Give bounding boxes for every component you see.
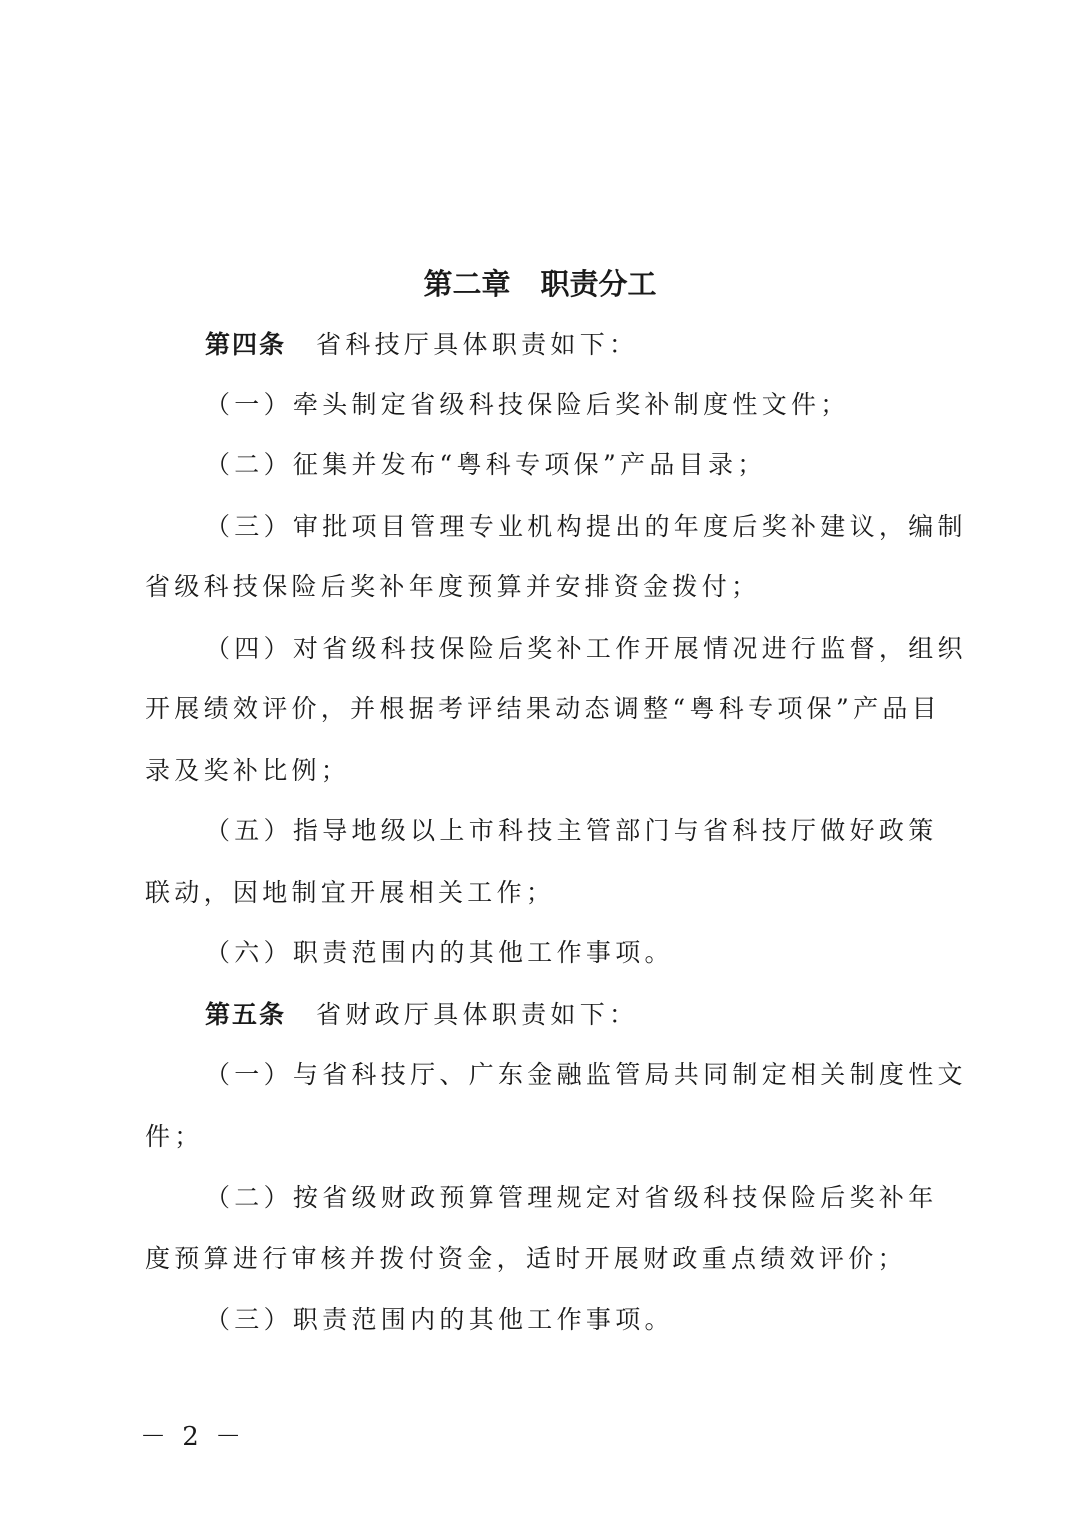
article-4-item-5-cont: 联动，因地制宜开展相关工作； xyxy=(145,878,556,907)
article-4-item-3-cont: 省级科技保险后奖补年度预算并安排资金拨付； xyxy=(145,572,761,601)
article-5-label: 第五条 xyxy=(205,1000,287,1029)
article-4-item-6: （六）职责范围内的其他工作事项。 xyxy=(205,938,674,967)
article-4-item-1: （一）牵头制定省级科技保险后奖补制度性文件； xyxy=(205,390,850,419)
chapter-name: 职责分工 xyxy=(540,267,657,301)
chapter-number: 第二章 xyxy=(423,267,511,301)
article-4-intro: 省科技厅具体职责如下： xyxy=(316,330,639,359)
article-4-item-2: （二）征集并发布“粤科专项保”产品目录； xyxy=(205,450,767,479)
article-5-heading xyxy=(205,997,945,1033)
article-4-item-5: （五）指导地级以上市科技主管部门与省科技厅做好政策 xyxy=(205,816,938,845)
article-4-heading xyxy=(205,327,945,363)
article-4-item-4: （四）对省级科技保险后奖补工作开展情况进行监督，组织 xyxy=(205,634,967,663)
article-4-item-4-cont: 开展绩效评价，并根据考评结果动态调整“粤科专项保”产品目 xyxy=(145,694,941,723)
article-5-item-2: （二）按省级财政预算管理规定对省级科技保险后奖补年 xyxy=(205,1183,938,1212)
article-4-label: 第四条 xyxy=(205,330,287,359)
article-5-intro: 省财政厅具体职责如下： xyxy=(316,1000,639,1029)
article-5-item-3: （三）职责范围内的其他工作事项。 xyxy=(205,1305,674,1334)
chapter-title xyxy=(0,262,1080,303)
article-4-item-3: （三）审批项目管理专业机构提出的年度后奖补建议，编制 xyxy=(205,512,967,541)
page-number: － 2 － xyxy=(140,1422,246,1452)
article-5-item-2-cont: 度预算进行审核并拨付资金，适时开展财政重点绩效评价； xyxy=(145,1244,907,1273)
article-5-item-1: （一）与省科技厅、广东金融监管局共同制定相关制度性文 xyxy=(205,1060,967,1089)
article-5-item-1-cont: 件； xyxy=(145,1122,204,1151)
article-4-item-4-cont2: 录及奖补比例； xyxy=(145,756,351,785)
